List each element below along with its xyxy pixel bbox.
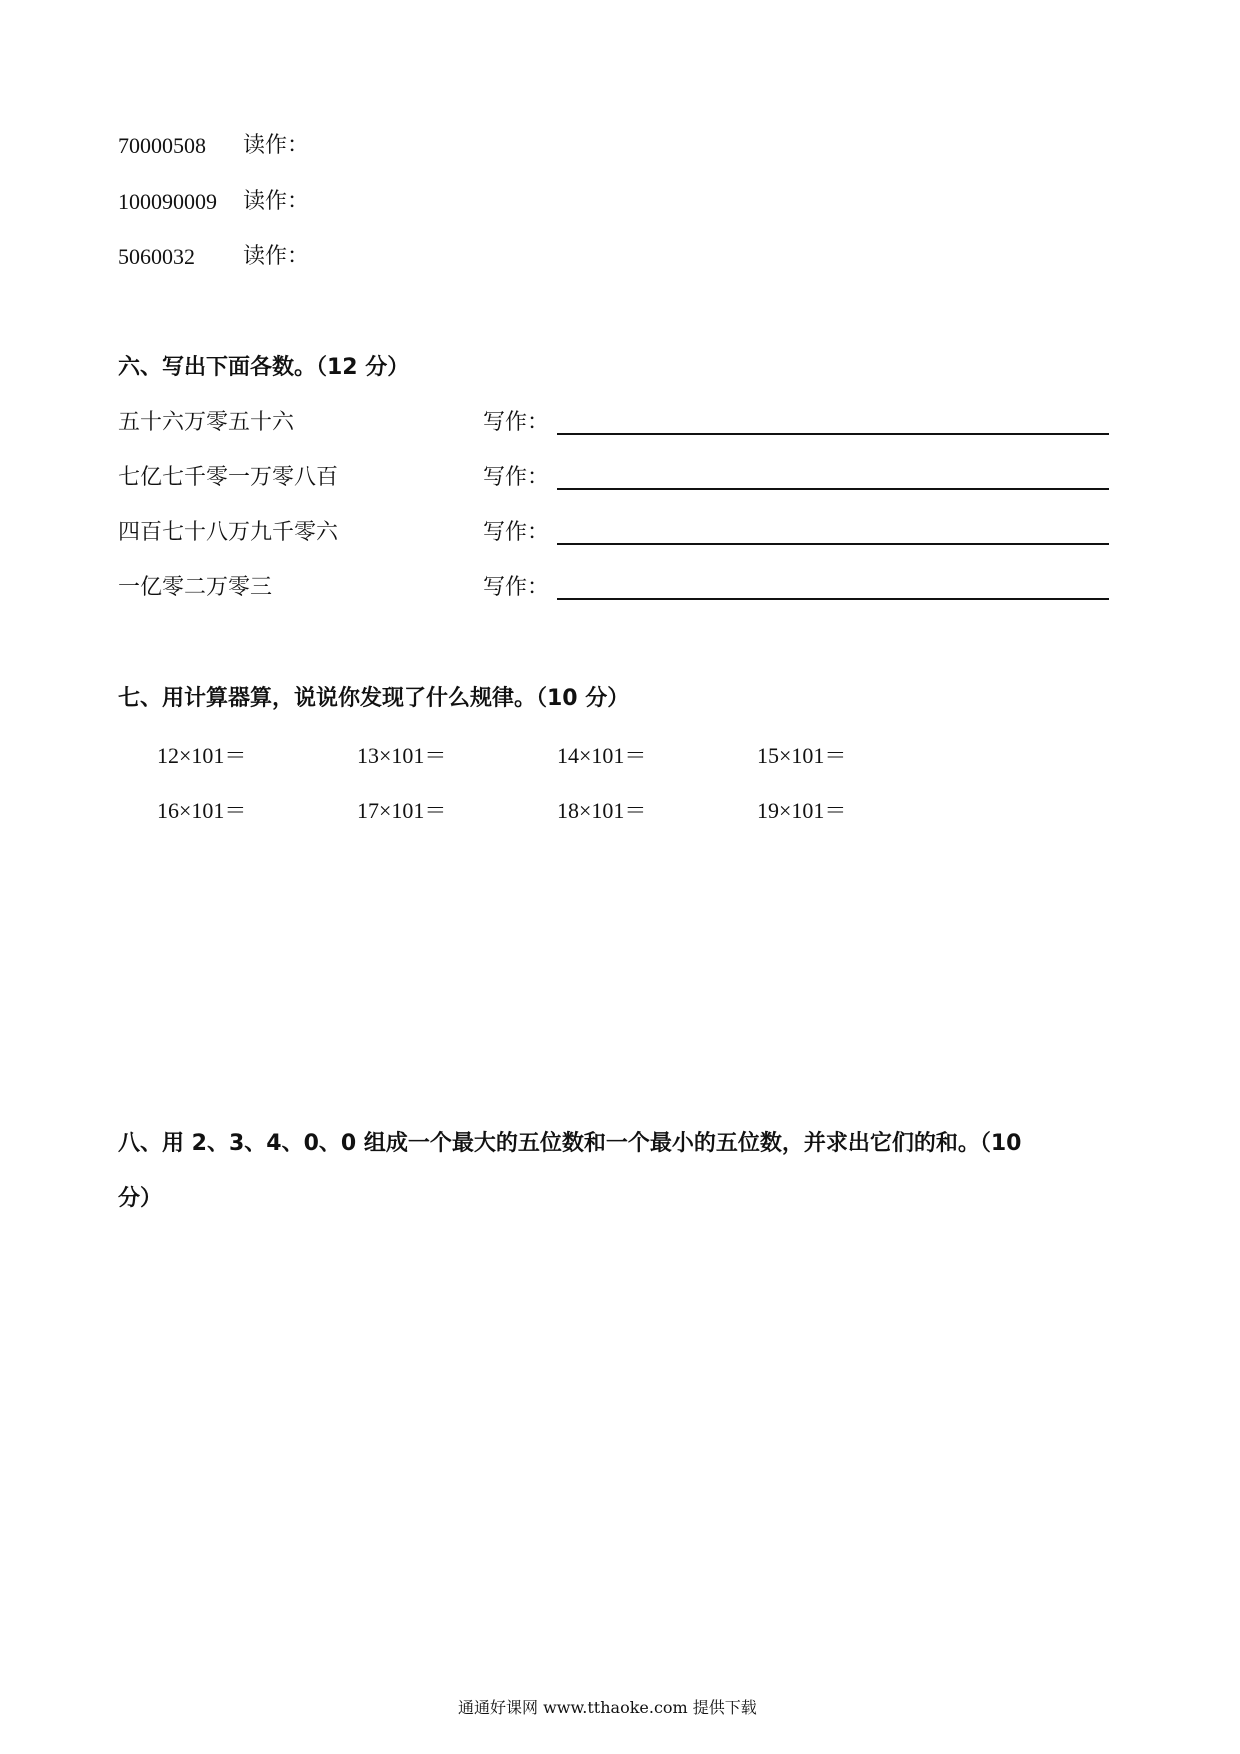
number-words: 一亿零二万零三 [118,575,273,600]
section-six-title: 六、写出下面各数。（12 分） [118,355,410,380]
read-label: 读作： [243,244,310,269]
write-label: 写作： [483,465,550,490]
answer-line[interactable] [557,433,1109,435]
write-label: 写作： [483,520,550,545]
read-label: 读作： [243,133,310,158]
expression: 19×101＝ [757,798,847,823]
expression: 15×101＝ [757,743,847,768]
section-seven-title: 七、用计算器算，说说你发现了什么规律。（10 分） [118,686,630,711]
expression: 12×101＝ [157,743,247,768]
answer-line[interactable] [557,543,1109,545]
expression: 18×101＝ [557,798,647,823]
answer-line[interactable] [557,598,1109,600]
expression: 13×101＝ [357,743,447,768]
page-footer: 通通好课网 www.tthaoke.com 提供下载 [458,1698,757,1717]
section-eight-title-line2: 分） [118,1186,163,1211]
write-label: 写作： [483,575,550,600]
expression: 16×101＝ [157,798,247,823]
number-words: 七亿七千零一万零八百 [118,465,339,490]
number-value: 100090009 [118,189,217,214]
expression: 14×101＝ [557,743,647,768]
expression: 17×101＝ [357,798,447,823]
number-words: 四百七十八万九千零六 [118,520,339,545]
section-eight-title-line1: 八、用 2、3、4、0、0 组成一个最大的五位数和一个最小的五位数，并求出它们的和。（10 [118,1131,1022,1156]
number-words: 五十六万零五十六 [118,410,295,435]
answer-line[interactable] [557,488,1109,490]
read-label: 读作： [243,189,310,214]
number-value: 70000508 [118,133,206,158]
number-value: 5060032 [118,244,195,269]
write-label: 写作： [483,410,550,435]
